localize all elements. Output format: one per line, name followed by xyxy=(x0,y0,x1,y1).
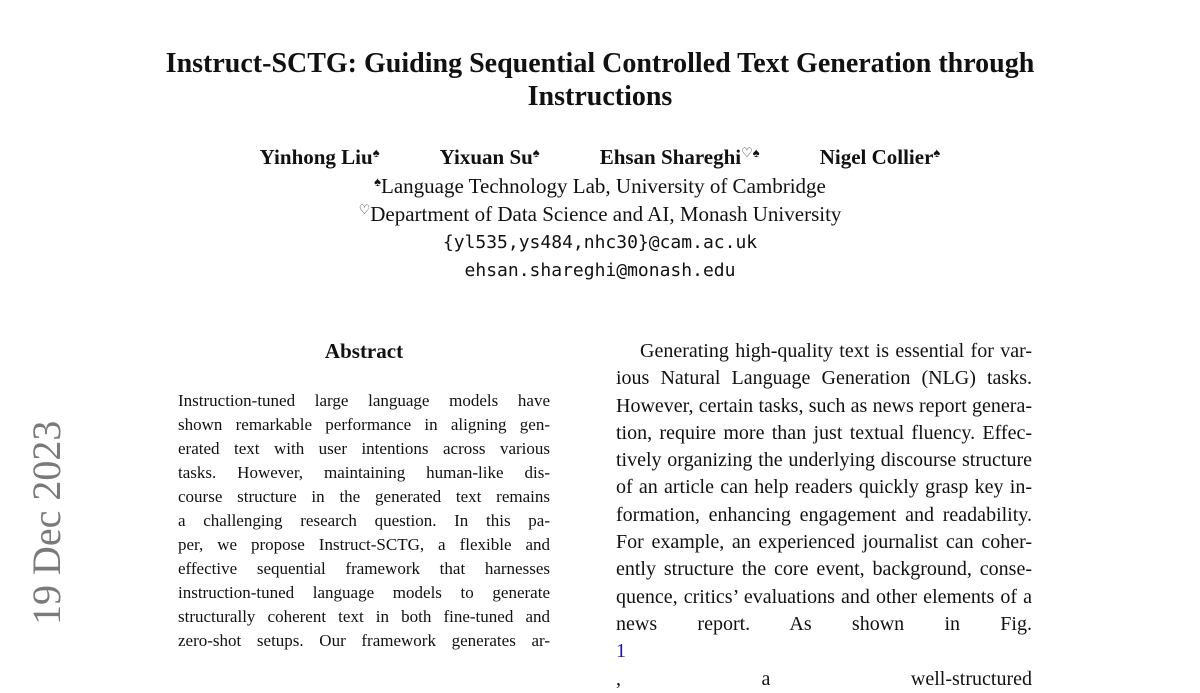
affiliation-monash: ♡Department of Data Science and AI, Monash University xyxy=(358,202,842,226)
abstract-line: a challenging research question. In this pa- xyxy=(178,511,550,530)
abstract-line: erated text with user intentions across various xyxy=(178,439,550,458)
affiliation-mark-spade: ♠ xyxy=(374,174,382,189)
author-1-affiliation-marks: ♠ xyxy=(372,145,380,160)
intro-line: of an article can help readers quickly grasp key in- xyxy=(616,476,1032,499)
paper-title-line-1: Instruct-SCTG: Guiding Sequential Controlled Text Generation through xyxy=(165,48,1035,79)
abstract-line: tasks. However, maintaining human-like dis- xyxy=(178,463,550,482)
author-4-affiliation-marks: ♠ xyxy=(933,145,941,160)
author-2-affiliation-marks: ♠ xyxy=(532,145,540,160)
abstract-line: instruction-tuned language models to generate xyxy=(178,583,550,602)
author-3-affiliation-marks: ♡♠ xyxy=(741,145,760,160)
paper-title-line-2: Instructions xyxy=(527,81,673,112)
arxiv-sidebar-date: 19 Dec 2023 xyxy=(24,420,69,625)
email-monash: ehsan.shareghi@monash.edu xyxy=(464,260,736,281)
intro-line: formation, enhancing engagement and readability. xyxy=(616,503,1032,526)
introduction-text xyxy=(616,338,1032,693)
abstract-line: effective sequential framework that harnesses xyxy=(178,559,550,578)
affiliation-cambridge: ♠Language Technology Lab, University of Cambridge xyxy=(374,174,826,198)
author-1: Yinhong Liu♠ xyxy=(259,145,380,169)
intro-line: However, certain tasks, such as news report genera- xyxy=(616,394,1032,417)
intro-line: For example, an experienced journalist can coher- xyxy=(616,531,1032,554)
abstract-heading: Abstract xyxy=(324,339,404,363)
paper-title xyxy=(0,47,1200,113)
intro-line-with-figure-ref: news report. As shown in Fig. 1 , a well-structured xyxy=(616,612,1032,690)
author-list xyxy=(0,143,1200,171)
abstract-line: course structure in the generated text remains xyxy=(178,487,550,506)
intro-line: quence, critics’ evaluations and other elements of a xyxy=(616,585,1032,608)
author-2: Yixuan Su♠ xyxy=(439,145,540,169)
intro-line: ious Natural Language Generation (NLG) tasks. xyxy=(616,367,1032,390)
intro-line: tion, require more than just textual fluency. Effec- xyxy=(616,421,1032,444)
intro-line: tively organizing the underlying discourse structure xyxy=(616,449,1032,472)
abstract-line: zero-shot setups. Our framework generates ar- xyxy=(178,631,550,650)
abstract-text xyxy=(178,389,550,653)
figure-1-link[interactable]: 1 xyxy=(616,640,626,663)
abstract-line: shown remarkable performance in aligning gen- xyxy=(178,415,550,434)
author-3: Ehsan Shareghi♡♠ xyxy=(599,145,760,169)
abstract-line: per, we propose Instruct-SCTG, a flexible and xyxy=(178,535,550,554)
intro-line: Generating high-quality text is essential for var- xyxy=(640,340,1032,362)
author-4: Nigel Collier♠ xyxy=(819,145,941,169)
abstract-line: Instruction-tuned large language models have xyxy=(178,391,550,410)
abstract-line: structurally coherent text in both fine-tuned and xyxy=(178,607,550,626)
affiliation-mark-heart: ♡ xyxy=(358,202,371,217)
intro-line: ently structure the core event, background, conse- xyxy=(616,558,1032,581)
email-cambridge: {yl535,ys484,nhc30}@cam.ac.uk xyxy=(442,232,758,253)
